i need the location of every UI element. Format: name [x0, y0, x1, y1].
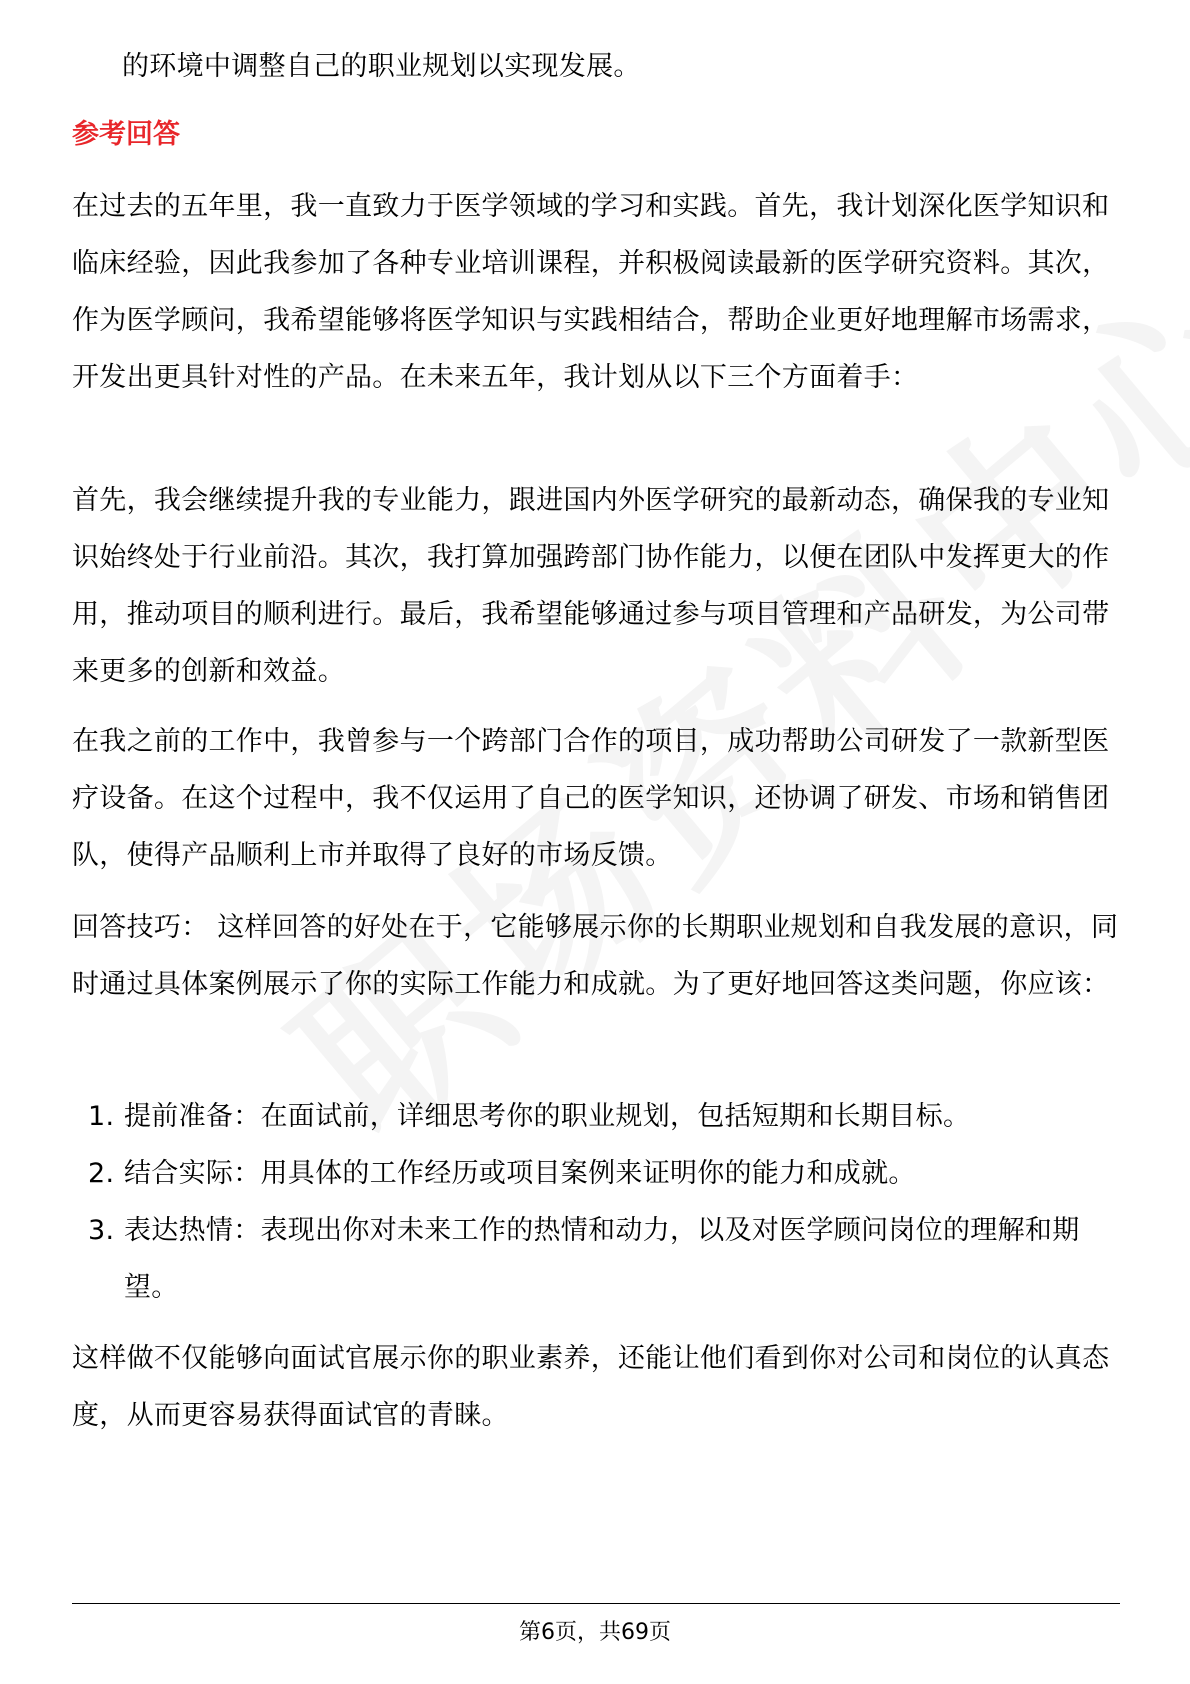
- paragraph-1: 在过去的五年里，我一直致力于医学领域的学习和实践。首先，我计划深化医学知识和临床经验，因此我参加了各种专业培训课程，并积极阅读最新的医学研究资料。其次，作为医学顾问，我希望能够将医学知识与实践相结合，帮助企业更好地理解市场需求，开发出更具针对性的产品。在未来五年，我计划从以下三个方面着手：: [72, 191, 1110, 393]
- list-item-text: 提前准备：在面试前，详细思考你的职业规划，包括短期和长期目标。: [124, 1101, 971, 1132]
- page-number: 第6页，共69页: [519, 1620, 671, 1645]
- footer-divider: [72, 1603, 1120, 1604]
- paragraph-tips: 回答技巧： 这样回答的好处在于，它能够展示你的长期职业规划和自我发展的意识，同时通过具体案例展示了你的实际工作能力和成就。为了更好地回答这类问题，你应该：: [72, 912, 1119, 1000]
- section-heading: 参考回答: [72, 119, 180, 150]
- continuation-text: 的环境中调整自己的职业规划以实现发展。: [122, 51, 641, 82]
- list-number: 2.: [88, 1158, 115, 1189]
- paragraph-3: 在我之前的工作中，我曾参与一个跨部门合作的项目，成功帮助公司研发了一款新型医疗设备。在这个过程中，我不仅运用了自己的医学知识，还协调了研发、市场和销售团队，使得产品顺利上市并取得了良好的市场反馈。: [72, 726, 1110, 871]
- list-item-text: 结合实际：用具体的工作经历或项目案例来证明你的能力和成就。: [124, 1158, 916, 1189]
- list-item: [72, 1088, 1120, 1145]
- list-item: [72, 1202, 1120, 1316]
- tips-list: [72, 1088, 1120, 1316]
- list-number: 3.: [88, 1215, 115, 1246]
- list-number: 1.: [88, 1101, 115, 1132]
- closing-paragraph: 这样做不仅能够向面试官展示你的职业素养，还能让他们看到你对公司和岗位的认真态度，从而更容易获得面试官的青睐。: [72, 1343, 1110, 1431]
- list-item-text: 表达热情：表现出你对未来工作的热情和动力，以及对医学顾问岗位的理解和期望。: [124, 1215, 1080, 1303]
- paragraph-2: 首先，我会继续提升我的专业能力，跟进国内外医学研究的最新动态，确保我的专业知识始终处于行业前沿。其次，我打算加强跨部门协作能力，以便在团队中发挥更大的作用，推动项目的顺利进行。最后，我希望能够通过参与项目管理和产品研发，为公司带来更多的创新和效益。: [72, 485, 1110, 687]
- list-item: [72, 1145, 1120, 1202]
